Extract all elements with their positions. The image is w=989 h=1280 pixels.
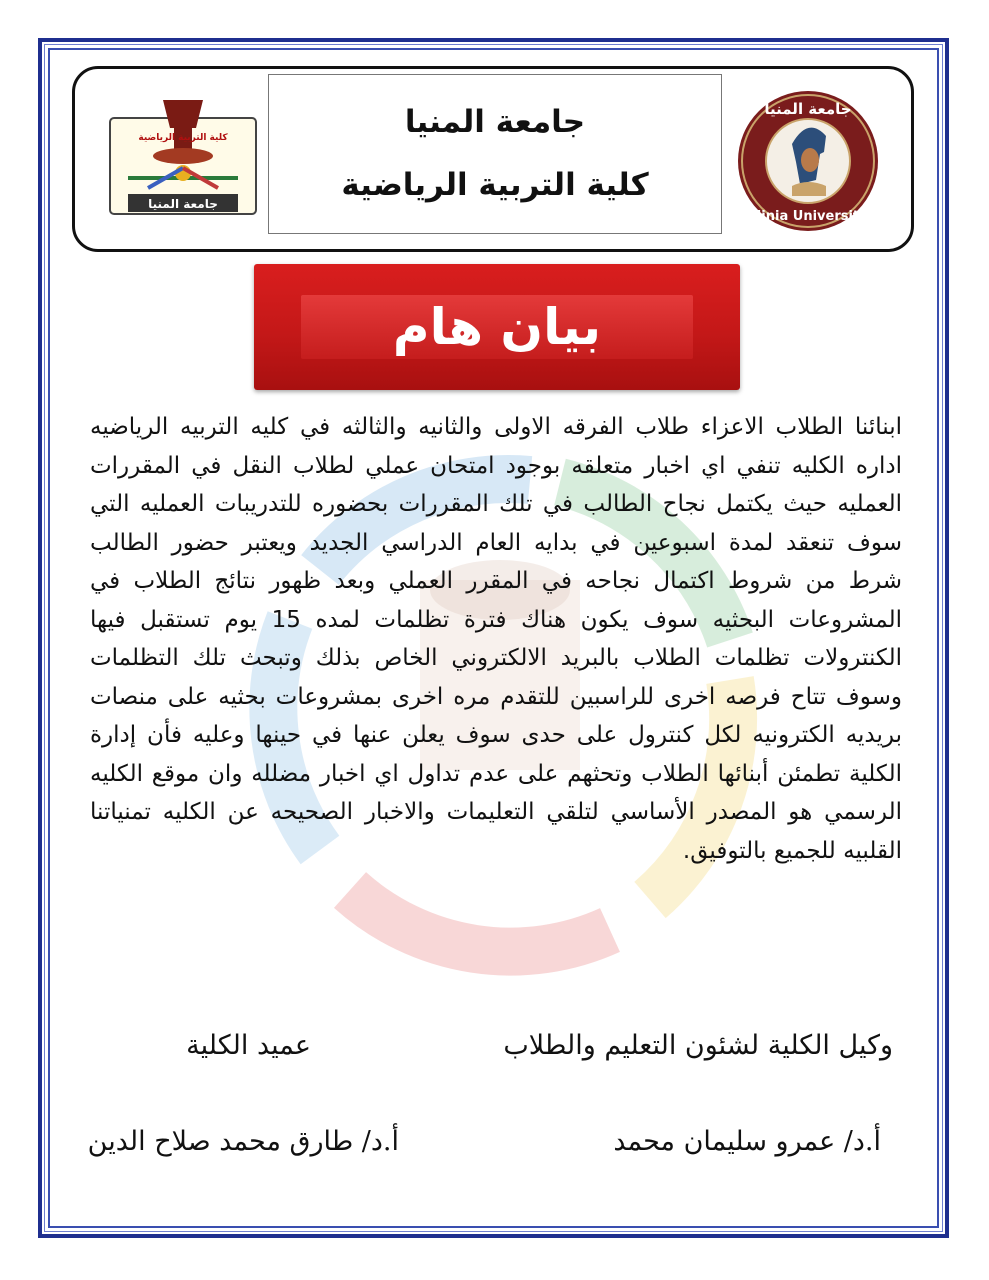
faculty-logo xyxy=(108,98,258,216)
vice-dean-name: أ.د/ عمرو سليمان محمد xyxy=(613,1126,881,1157)
dean-title: عميد الكلية xyxy=(186,1030,311,1061)
university-logo-en: Minia University xyxy=(748,209,868,224)
announcement-banner-plate xyxy=(301,295,693,359)
university-logo-ar: جامعة المنيا xyxy=(764,100,852,118)
university-name: جامعة المنيا xyxy=(404,104,586,140)
header-title-box xyxy=(268,74,722,234)
announcement-body: ابنائنا الطلاب الاعزاء طلاب الفرقه الاولى والثانيه والثالثه في كليه التربيه الرياضيه اداره الكليه تنفي اي اخبار متعلقه بوجود امتحان عملي لطلاب النقل في المقررات العمليه حيث يكتمل نجاح الطالب في تلك المقررات بحضوره للتدريبات العمليه التي سوف تنعقد لمدة اسبوعين في بدايه العام الدراسي الجديد ويعتبر حضور الطالب شرط من شروط اكتمال نجاحه في المقرر العملي وبعد ظهور نتائج الطلاب في المشروعات البحثيه سوف يكون هناك فترة تظلمات لمده 15 يوم تستقبل فيها الكنترولات تظلمات الطلاب بالبريد الالكتروني الخاص بذلك وتبحث تلك التظلمات وسوف تتاح فرصه اخرى للراسبين للتقدم مره اخرى بمشروعات بحثيه على منصات بريديه الكترونيه لكل كنترول على حدى سوف يعلن عنها في حينها وعليه فأن إدارة الكلية تطمئن أبنائها الطلاب وتحثهم على عدم تداول اي اخبار مضلله وان موقع الكليه الرسمي هو المصدر الأساسي لتلقي التعليمات والاخبار الصحيحه عن الكليه تمنياتنا القلبيه للجميع بالتوفيق. xyxy=(90,414,902,864)
announcement-banner xyxy=(254,264,740,390)
announcement-title: بيان هام xyxy=(392,298,602,356)
university-logo xyxy=(730,88,886,234)
vice-dean-title: وكيل الكلية لشئون التعليم والطلاب xyxy=(503,1030,893,1061)
faculty-name: كلية التربية الرياضية xyxy=(341,167,649,203)
faculty-logo-line1: كلية التربية الرياضية xyxy=(138,133,228,143)
dean-name: أ.د/ طارق محمد صلاح الدين xyxy=(87,1126,399,1157)
faculty-logo-line2: جامعة المنيا xyxy=(148,197,218,211)
